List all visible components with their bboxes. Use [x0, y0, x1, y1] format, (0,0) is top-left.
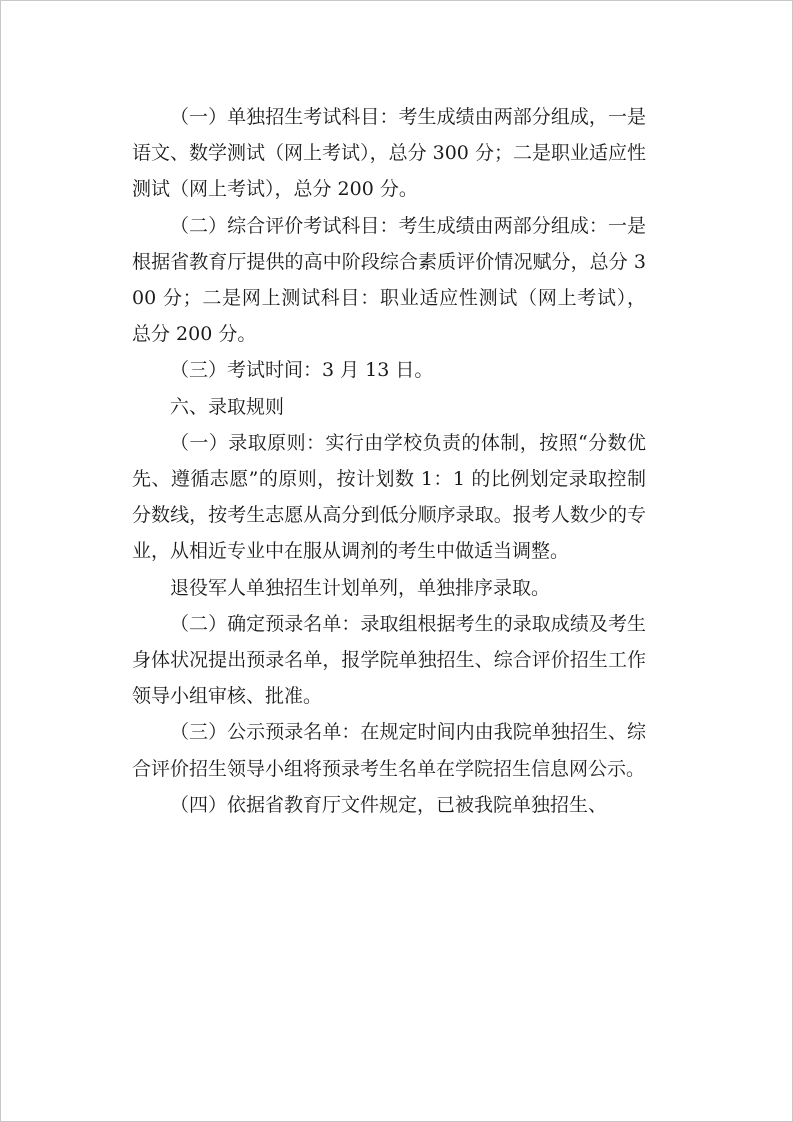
paragraph-exam-time: （三）考试时间：3 月 13 日。: [170, 359, 434, 382]
paragraph-exam-subjects-comprehensive: （二）综合评价考试科目：考生成绩由两部分组成：一是根据省教育厅提供的高中阶段综合素质评价情况赋分，总分 300 分；二是网上测试科目：职业适应性测试（网上考试），总分 200 分。: [132, 214, 646, 346]
paragraph-education-department-rules: （四）依据省教育厅文件规定，已被我院单独招生、: [170, 793, 608, 816]
paragraph-publicize-list: （三）公示预录名单：在规定时间内由我院单独招生、综合评价招生领导小组将预录考生名单在学院招生信息网公示。: [132, 721, 646, 780]
paragraph-admission-principle: （一）录取原则：实行由学校负责的体制，按照“分数优先、遵循志愿”的原则，按计划数 1：1 的比例划定录取控制分数线，按考生志愿从高分到低分顺序录取。报考人数少的专业，从相近专业中在服从调剂的考生中做适当调整。: [132, 431, 646, 563]
paragraph-veterans: 退役军人单独招生计划单列，单独排序录取。: [170, 576, 551, 599]
paragraph-exam-subjects-single: （一）单独招生考试科目：考生成绩由两部分组成，一是语文、数学测试（网上考试），总分 300 分；二是职业适应性测试（网上考试），总分 200 分。: [132, 106, 646, 201]
document-body: [132, 99, 646, 823]
paragraph-pre-admission-list: （二）确定预录名单：录取组根据考生的录取成绩及考生身体状况提出预录名单，报学院单独招生、综合评价招生工作领导小组审核、批准。: [132, 612, 646, 708]
section-heading-admission-rules: 六、录取规则: [170, 395, 285, 418]
